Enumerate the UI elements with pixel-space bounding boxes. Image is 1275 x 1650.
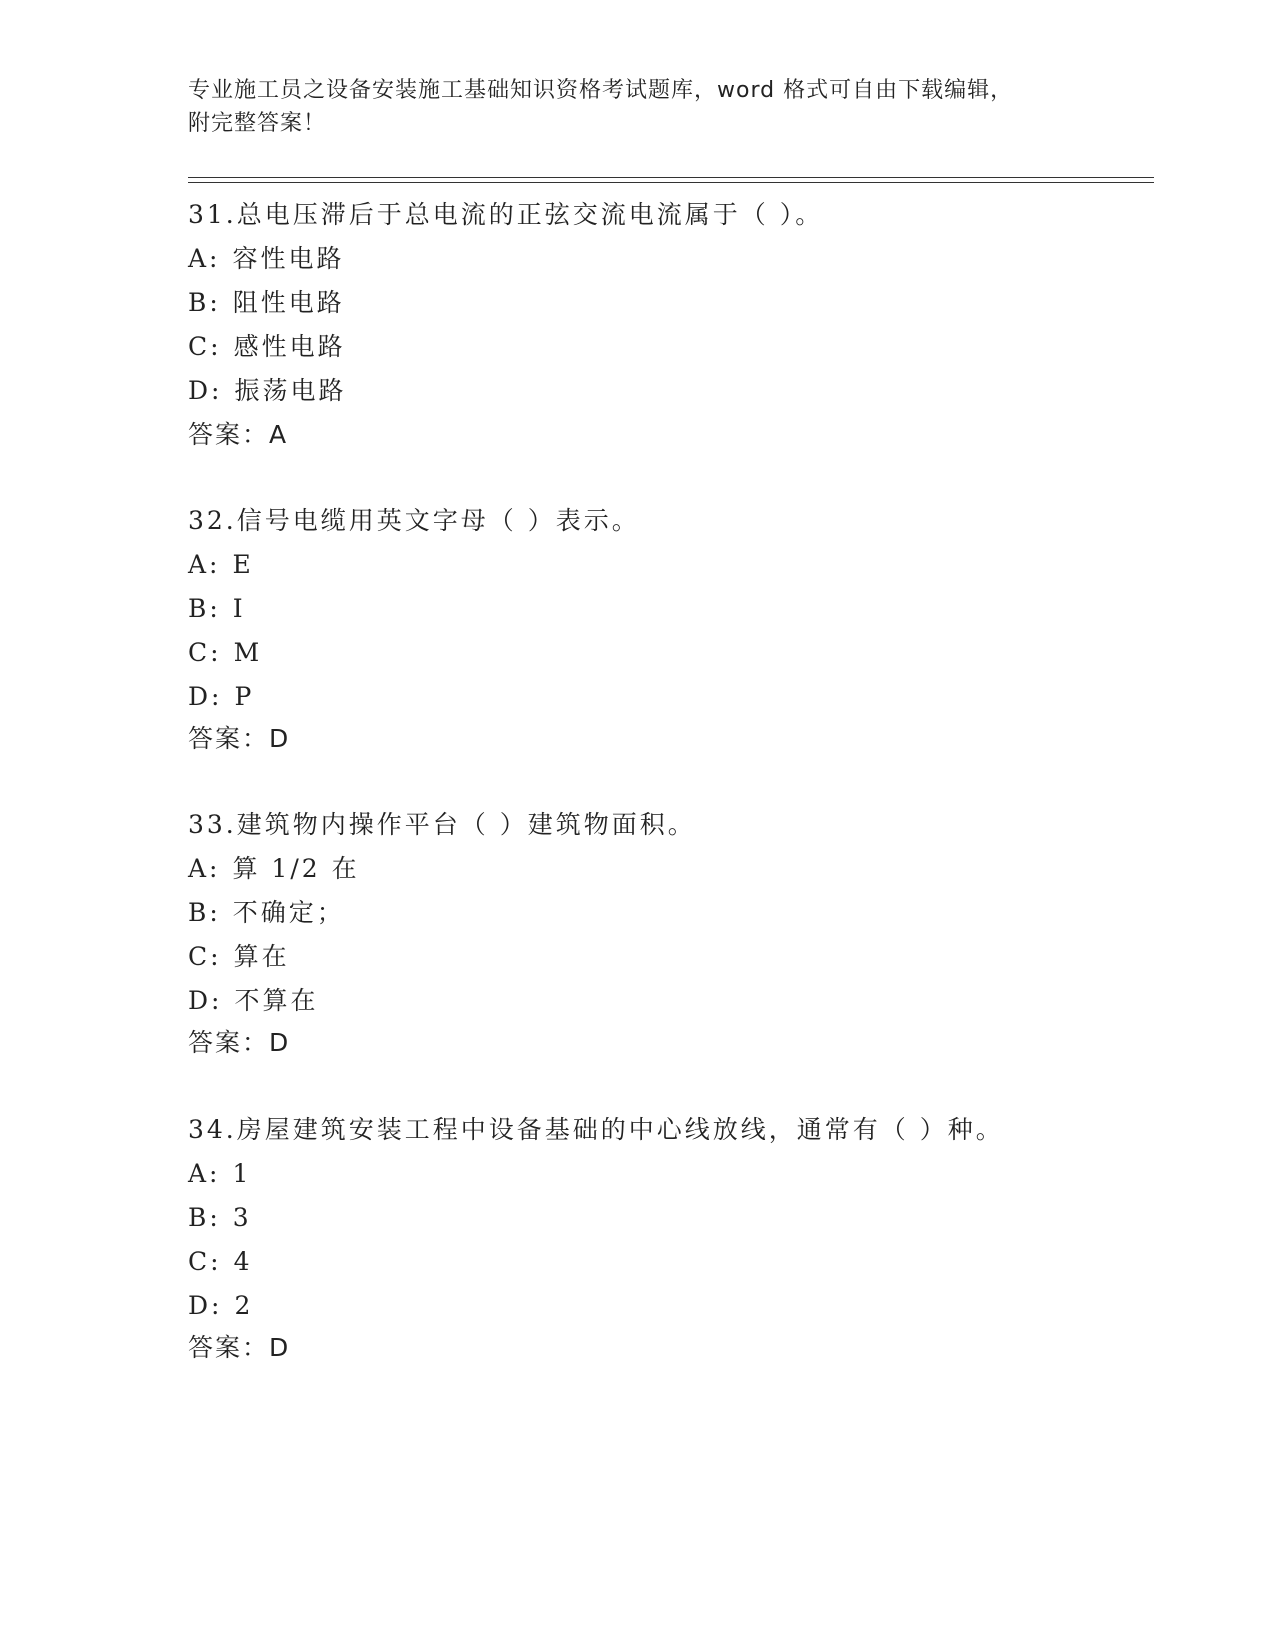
option-c bbox=[188, 937, 290, 977]
option-letter: C: bbox=[188, 638, 222, 667]
option-letter: D: bbox=[188, 682, 223, 711]
option-text: 容性电路 bbox=[232, 244, 345, 273]
option-d bbox=[188, 371, 346, 411]
header-line-2: 附完整答案！ bbox=[188, 111, 327, 136]
question-stem: 32.信号电缆用英文字母（ ）表示。 bbox=[188, 506, 640, 535]
answer-text: 答案：A bbox=[188, 420, 289, 449]
option-letter: D: bbox=[188, 1291, 223, 1320]
option-text: 阻性电路 bbox=[232, 288, 345, 317]
header-divider-bottom bbox=[188, 182, 1154, 183]
option-text: 1 bbox=[232, 1159, 252, 1188]
option-b bbox=[188, 1198, 252, 1238]
header-line-1: 专业施工员之设备安装施工基础知识资格考试题库，word 格式可自由下载编辑， bbox=[188, 78, 1014, 103]
option-text: 算在 bbox=[233, 942, 290, 971]
header-divider-top bbox=[188, 177, 1154, 178]
option-d bbox=[188, 677, 254, 717]
option-text: 感性电路 bbox=[233, 332, 346, 361]
option-letter: C: bbox=[188, 942, 222, 971]
option-a bbox=[188, 1154, 251, 1194]
option-text: 不确定； bbox=[232, 898, 345, 927]
question-stem: 34.房屋建筑安装工程中设备基础的中心线放线，通常有（ ）种。 bbox=[188, 1115, 1004, 1144]
option-c bbox=[188, 633, 262, 673]
option-letter: B: bbox=[188, 288, 221, 317]
option-text: 3 bbox=[232, 1203, 252, 1232]
option-b bbox=[188, 589, 246, 629]
answer-text: 答案：D bbox=[188, 1028, 291, 1057]
option-letter: D: bbox=[188, 986, 223, 1015]
option-text: 2 bbox=[234, 1291, 254, 1320]
option-letter: A: bbox=[188, 1159, 221, 1188]
option-c bbox=[188, 1242, 252, 1282]
question-stem: 31.总电压滞后于总电流的正弦交流电流属于（ ）。 bbox=[188, 200, 824, 229]
option-letter: B: bbox=[188, 1203, 221, 1232]
option-letter: C: bbox=[188, 332, 222, 361]
option-letter: A: bbox=[188, 854, 221, 883]
answer-text: 答案：D bbox=[188, 1333, 291, 1362]
option-b bbox=[188, 283, 345, 323]
option-a bbox=[188, 849, 360, 889]
option-d bbox=[188, 1286, 253, 1326]
option-text: M bbox=[233, 638, 263, 667]
option-letter: D: bbox=[188, 376, 223, 405]
option-a bbox=[188, 239, 345, 279]
option-b bbox=[188, 893, 345, 933]
document-header bbox=[188, 74, 1088, 140]
option-letter: B: bbox=[188, 594, 221, 623]
option-c bbox=[188, 327, 346, 367]
question-stem: 33.建筑物内操作平台（ ）建筑物面积。 bbox=[188, 810, 696, 839]
option-text: I bbox=[232, 594, 246, 623]
option-text: 4 bbox=[233, 1247, 253, 1276]
option-letter: B: bbox=[188, 898, 221, 927]
option-a bbox=[188, 545, 254, 585]
option-letter: A: bbox=[188, 244, 221, 273]
option-d bbox=[188, 981, 318, 1021]
option-text: E bbox=[232, 550, 254, 579]
answer-text: 答案：D bbox=[188, 724, 291, 753]
option-letter: C: bbox=[188, 1247, 222, 1276]
option-text: 振荡电路 bbox=[234, 376, 347, 405]
option-text: 算 1/2 在 bbox=[232, 854, 360, 883]
option-text: P bbox=[234, 682, 255, 711]
option-text: 不算在 bbox=[234, 986, 319, 1015]
option-letter: A: bbox=[188, 550, 221, 579]
